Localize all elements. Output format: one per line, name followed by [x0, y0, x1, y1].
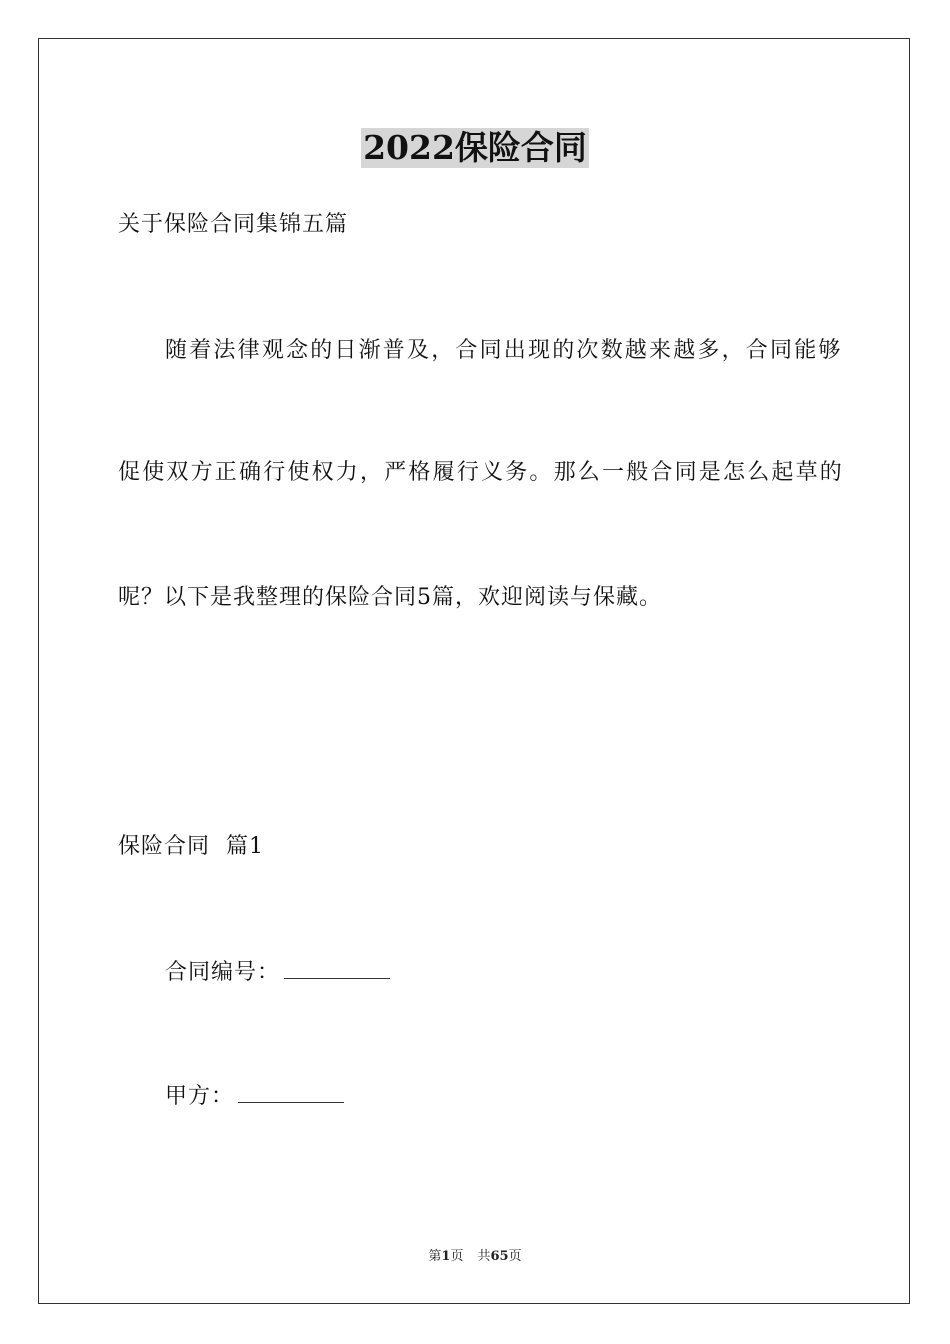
footer-total-prefix: 共 — [477, 1249, 491, 1264]
section-heading-text: 保险合同 篇1 — [118, 834, 264, 859]
party-a-label: 甲方： — [165, 1084, 235, 1109]
contract-number-blank — [284, 958, 390, 979]
footer-page-prefix: 第 — [428, 1249, 442, 1264]
document-subtitle: 关于保险合同集锦五篇 — [118, 212, 349, 237]
footer-page-suffix: 页 — [450, 1249, 464, 1264]
intro-line-2: 促使双方正确行使权力，严格履行义务。那么一般合同是怎么起草的 — [118, 460, 845, 485]
footer-total-suffix: 页 — [508, 1249, 522, 1264]
party-a-blank — [238, 1082, 344, 1103]
title-container — [0, 128, 950, 168]
document-title: 2022保险合同 — [363, 128, 587, 167]
contract-number-field — [165, 958, 390, 987]
party-a-field — [165, 1082, 344, 1111]
page-footer — [0, 1248, 950, 1266]
section-heading — [118, 833, 264, 861]
intro-line-1: 随着法律观念的日渐普及，合同出现的次数越来越多，合同能够 — [165, 338, 843, 363]
footer-page-number: 1 — [441, 1249, 451, 1264]
contract-number-label: 合同编号： — [165, 960, 281, 985]
footer-total-pages: 65 — [490, 1249, 509, 1264]
intro-line-3: 呢？以下是我整理的保险合同5篇，欢迎阅读与保藏。 — [118, 585, 662, 610]
